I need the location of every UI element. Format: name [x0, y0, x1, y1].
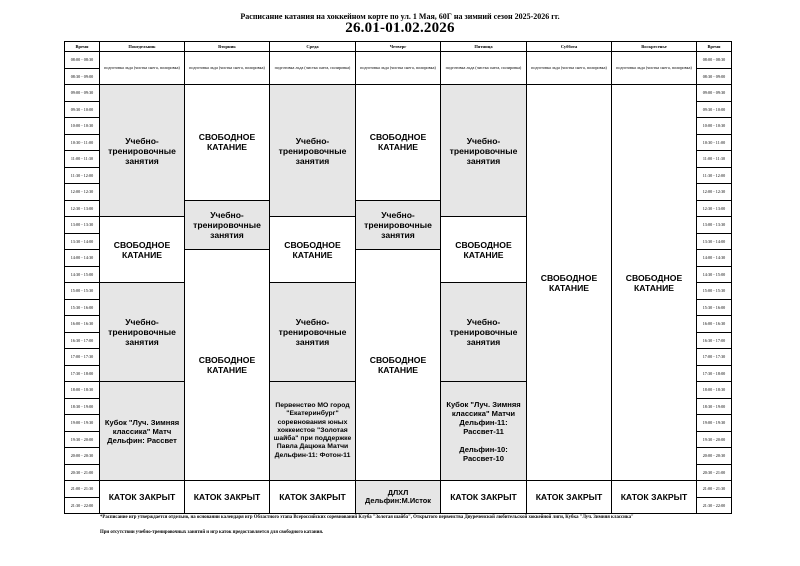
time-cell-left: 13:00 - 13:30 [65, 217, 100, 234]
time-cell-right: 08:00 - 08:30 [697, 52, 732, 69]
time-cell-left: 19:00 - 19:30 [65, 415, 100, 432]
cell-free-skating: СВОБОДНОЕ КАТАНИЕ [185, 250, 270, 481]
time-cell-right: 14:30 - 15:00 [697, 266, 732, 283]
time-cell-left: 08:00 - 08:30 [65, 52, 100, 69]
time-cell-left: 18:30 - 19:00 [65, 398, 100, 415]
header-day: Четверг [356, 42, 441, 52]
time-cell-left: 10:00 - 10:30 [65, 118, 100, 135]
time-cell-left: 11:30 - 12:00 [65, 167, 100, 184]
time-cell-right: 10:00 - 10:30 [697, 118, 732, 135]
time-cell-right: 08:30 - 09:00 [697, 68, 732, 85]
cell-match: ДЛХЛ Дельфин:М.Исток [356, 481, 441, 514]
header-row [65, 42, 732, 52]
time-cell-right: 16:00 - 16:30 [697, 316, 732, 333]
friday-match-2: Дельфин-10: Рассвет-10 [459, 444, 508, 463]
time-cell-right: 18:30 - 19:00 [697, 398, 732, 415]
time-row [65, 481, 732, 498]
cell-free-skating: СВОБОДНОЕ КАТАНИЕ [441, 217, 527, 283]
header-day: Вторник [185, 42, 270, 52]
time-cell-right: 09:00 - 09:30 [697, 85, 732, 102]
cell-training: Учебно-тренировочные занятия [356, 200, 441, 250]
cell-closed: КАТОК ЗАКРЫТ [612, 481, 697, 514]
schedule-table [64, 41, 732, 514]
cell-match: Первенство МО город "Екатеринбург" соревнования юных хоккеистов "Золотая шайба" при поддержке Павла Дацюка Матчи Дельфин-11: Фотон-11 [270, 382, 356, 481]
time-cell-left: 16:30 - 17:00 [65, 332, 100, 349]
cell-match [441, 382, 527, 481]
cell-free-skating: СВОБОДНОЕ КАТАНИЕ [100, 217, 185, 283]
cell-ice-prep: подготовка льда (чистка снега, полировка) [612, 52, 697, 85]
time-cell-right: 17:30 - 18:00 [697, 365, 732, 382]
time-cell-right: 14:00 - 14:30 [697, 250, 732, 267]
cell-free-skating: СВОБОДНОЕ КАТАНИЕ [185, 85, 270, 201]
time-cell-left: 09:30 - 10:00 [65, 101, 100, 118]
time-cell-left: 15:30 - 16:00 [65, 299, 100, 316]
time-cell-right: 21:00 - 21:30 [697, 481, 732, 498]
time-cell-right: 18:00 - 18:30 [697, 382, 732, 399]
cell-training: Учебно-тренировочные занятия [441, 85, 527, 217]
time-cell-left: 12:30 - 13:00 [65, 200, 100, 217]
header-time-right: Время [697, 42, 732, 52]
cell-training: Учебно-тренировочные занятия [100, 85, 185, 217]
time-cell-right: 20:00 - 20:30 [697, 448, 732, 465]
cell-training: Учебно-тренировочные занятия [270, 283, 356, 382]
time-cell-right: 13:00 - 13:30 [697, 217, 732, 234]
time-row [65, 85, 732, 102]
time-cell-left: 15:00 - 15:30 [65, 283, 100, 300]
time-cell-left: 14:00 - 14:30 [65, 250, 100, 267]
cell-training: Учебно-тренировочные занятия [441, 283, 527, 382]
time-cell-right: 16:30 - 17:00 [697, 332, 732, 349]
time-cell-left: 20:00 - 20:30 [65, 448, 100, 465]
cell-match: Кубок "Луч. Зимняя классика" Матч Дельфин: Рассвет [100, 382, 185, 481]
cell-training: Учебно-тренировочные занятия [185, 200, 270, 250]
time-cell-left: 14:30 - 15:00 [65, 266, 100, 283]
time-cell-left: 13:30 - 14:00 [65, 233, 100, 250]
schedule-title: Расписание катания на хоккейном корте по ул. 1 Мая, 60Г на зимний сезон 2025-2026 гг. [240, 12, 560, 21]
time-cell-right: 15:00 - 15:30 [697, 283, 732, 300]
time-cell-right: 21:30 - 22:00 [697, 497, 732, 514]
time-cell-right: 19:00 - 19:30 [697, 415, 732, 432]
time-cell-right: 20:30 - 21:00 [697, 464, 732, 481]
cell-training: Учебно-тренировочные занятия [270, 85, 356, 217]
time-cell-left: 08:30 - 09:00 [65, 68, 100, 85]
schedule-body [65, 42, 732, 514]
header-time-left: Время [65, 42, 100, 52]
time-cell-right: 19:30 - 20:00 [697, 431, 732, 448]
time-cell-right: 15:30 - 16:00 [697, 299, 732, 316]
footnote-games: *Расписание игр утверждается отдельно, на основании календаря игр Областного этапа Всероссийских соревнований Клуба "Золотая шайба", Открытого первенства Двуреченской любительской хоккейной лиги, Кубка "Луч. Зимняя классика" [100, 515, 634, 520]
cell-closed: КАТОК ЗАКРЫТ [441, 481, 527, 514]
time-cell-left: 09:00 - 09:30 [65, 85, 100, 102]
header-day: Воскресенье [612, 42, 697, 52]
time-cell-right: 09:30 - 10:00 [697, 101, 732, 118]
cell-ice-prep: подготовка льда (чистка снега, полировка) [100, 52, 185, 85]
time-cell-right: 17:00 - 17:30 [697, 349, 732, 366]
spacer [441, 436, 526, 445]
time-cell-right: 13:30 - 14:00 [697, 233, 732, 250]
cell-closed: КАТОК ЗАКРЫТ [270, 481, 356, 514]
header-day: Понедельник [100, 42, 185, 52]
header-day: Суббота [527, 42, 612, 52]
cell-free-skating: СВОБОДНОЕ КАТАНИЕ [270, 217, 356, 283]
cell-free-skating: СВОБОДНОЕ КАТАНИЕ [612, 85, 697, 481]
time-cell-left: 16:00 - 16:30 [65, 316, 100, 333]
cell-ice-prep: подготовка льда (чистка снега, полировка) [527, 52, 612, 85]
time-cell-left: 19:30 - 20:00 [65, 431, 100, 448]
cell-closed: КАТОК ЗАКРЫТ [185, 481, 270, 514]
time-cell-left: 20:30 - 21:00 [65, 464, 100, 481]
cell-closed: КАТОК ЗАКРЫТ [527, 481, 612, 514]
time-cell-right: 10:30 - 11:00 [697, 134, 732, 151]
cell-training: Учебно-тренировочные занятия [100, 283, 185, 382]
time-cell-right: 12:00 - 12:30 [697, 184, 732, 201]
header-day: Среда [270, 42, 356, 52]
cell-closed: КАТОК ЗАКРЫТ [100, 481, 185, 514]
footnote-free-skating: При отсутствии учебно-тренировочных занятий и игр каток предоставляется для свободного катания. [100, 530, 324, 535]
time-cell-left: 12:00 - 12:30 [65, 184, 100, 201]
cell-free-skating: СВОБОДНОЕ КАТАНИЕ [356, 85, 441, 201]
cell-free-skating: СВОБОДНОЕ КАТАНИЕ [356, 250, 441, 481]
time-cell-right: 12:30 - 13:00 [697, 200, 732, 217]
cell-ice-prep: подготовка льда (чистка снега, полировка) [441, 52, 527, 85]
header-day: Пятница [441, 42, 527, 52]
friday-match-1: Кубок "Луч. Зимняя классика" Матчи Дельфин-11: Рассвет-11 [446, 399, 521, 436]
time-row [65, 52, 732, 69]
time-cell-left: 21:30 - 22:00 [65, 497, 100, 514]
cell-ice-prep: подготовка льда (чистка снега, полировка) [356, 52, 441, 85]
time-cell-right: 11:30 - 12:00 [697, 167, 732, 184]
time-cell-left: 10:30 - 11:00 [65, 134, 100, 151]
time-cell-left: 21:00 - 21:30 [65, 481, 100, 498]
time-cell-left: 17:00 - 17:30 [65, 349, 100, 366]
cell-free-skating: СВОБОДНОЕ КАТАНИЕ [527, 85, 612, 481]
cell-ice-prep: подготовка льда (чистка снега, полировка) [185, 52, 270, 85]
time-cell-right: 11:00 - 11:30 [697, 151, 732, 168]
cell-ice-prep: подготовка льда (чистка снега, полировка) [270, 52, 356, 85]
time-cell-left: 18:00 - 18:30 [65, 382, 100, 399]
time-cell-left: 11:00 - 11:30 [65, 151, 100, 168]
schedule-dates: 26.01-01.02.2026 [345, 20, 455, 36]
time-cell-left: 17:30 - 18:00 [65, 365, 100, 382]
